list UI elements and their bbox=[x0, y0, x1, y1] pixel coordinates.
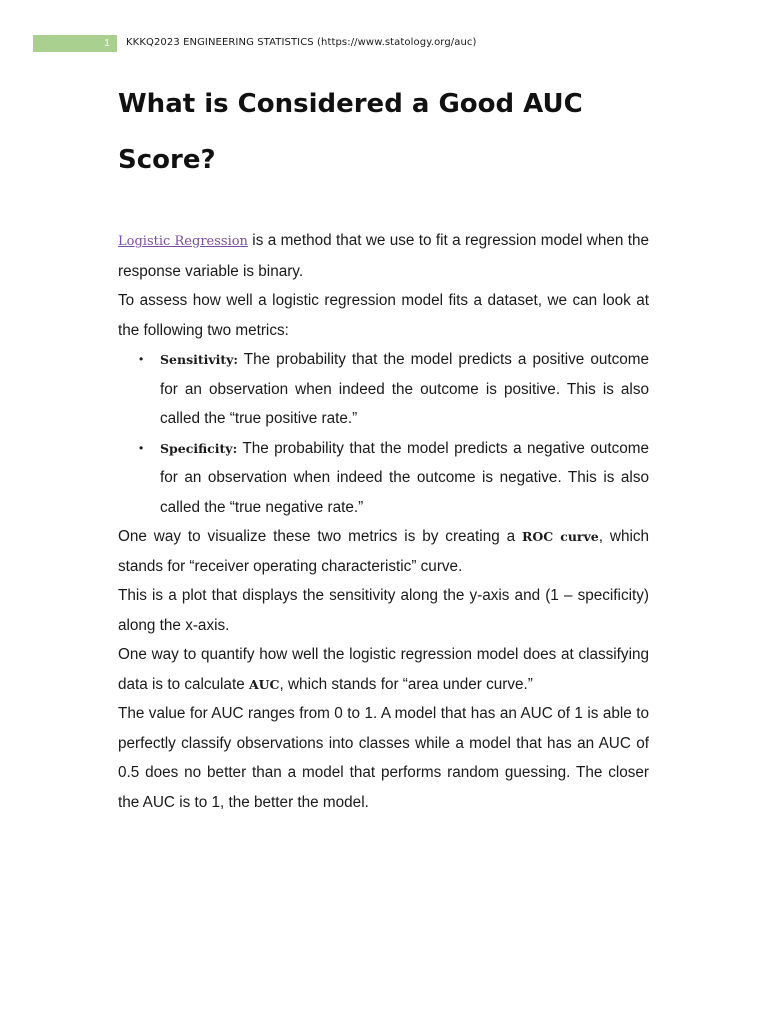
running-header: KKKQ2023 ENGINEERING STATISTICS (https://www.statology.org/auc) bbox=[126, 37, 477, 48]
list-item-specificity bbox=[118, 434, 649, 523]
term-specificity: Specificity: bbox=[160, 440, 238, 456]
definition-sensitivity: The probability that the model predicts a positive outcome for an observation when indeed the outcome is positive. This is also called the “true positive rate.” bbox=[160, 351, 649, 427]
paragraph-intro-text: is a method that we use to fit a regression model when the response variable is binary. bbox=[118, 232, 649, 280]
paragraph-roc-text-b: , which stands for “receiver operating characteristic” curve. bbox=[118, 528, 650, 575]
metrics-list bbox=[118, 345, 649, 522]
paragraph-auc-text-a: One way to quantify how well the logistic regression model does at classifying data is to calculate bbox=[118, 646, 649, 693]
paragraph-roc bbox=[118, 522, 649, 581]
bullet-icon: • bbox=[139, 440, 144, 455]
list-item-sensitivity bbox=[118, 345, 649, 434]
term-roc-curve: ROC curve bbox=[522, 529, 599, 544]
paragraph-auc-text-b: , which stands for “area under curve.” bbox=[279, 675, 533, 693]
bullet-icon: • bbox=[139, 352, 144, 366]
logistic-regression-link[interactable]: Logistic Regression bbox=[118, 234, 248, 249]
paragraph-auc bbox=[118, 640, 649, 699]
paragraph-intro bbox=[118, 226, 649, 286]
page-title: What is Considered a Good AUC Score? bbox=[118, 89, 583, 175]
document-body bbox=[118, 226, 649, 817]
paragraph-metrics: To assess how well a logistic regression model fits a dataset, we can look at the following two metrics: bbox=[118, 292, 649, 339]
definition-specificity: The probability that the model predicts a negative outcome for an observation when indeed the outcome is negative. This is also called the “true negative rate.” bbox=[160, 439, 649, 516]
term-sensitivity: Sensitivity: bbox=[160, 352, 239, 367]
page-number: 1 bbox=[104, 38, 110, 49]
paragraph-roc-text-a: One way to visualize these two metrics is by creating a bbox=[118, 528, 523, 545]
paragraph-plot: This is a plot that displays the sensitivity along the y-axis and (1 – specificity) along the x-axis. bbox=[118, 587, 649, 634]
term-auc: AUC bbox=[248, 676, 280, 692]
paragraph-auc-range: The value for AUC ranges from 0 to 1. A model that has an AUC of 1 is able to perfectly classify observations into classes while a model that has an AUC of 0.5 does no better than a model that performs random guessing. The closer the AUC is to 1, the better the model. bbox=[118, 705, 649, 811]
